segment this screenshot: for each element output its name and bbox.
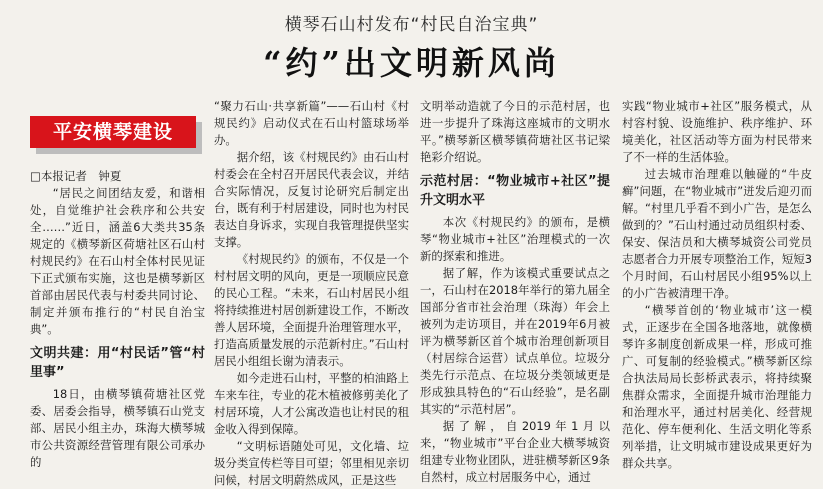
kicker: 横琴石山村发布“村民自治宝典” <box>284 15 539 35</box>
paragraph: 《村规民约》的颁布，不仅是一个村村居文明的风向，更是一项顺应民意的民心工程。“未来，石山村居民小组将持续推进村居创新建设工作，不断改善人居环境，全面提升治理管理水平，打造高质量发展的示范新村庄。”石山村居民小组组长谢为清表示。 <box>214 252 409 368</box>
paragraph: 如今走进石山村，平整的柏油路上车来车往，专业的花木植被修剪美化了村居环境，人才公寓改造也让村民的租金收入得到保障。 <box>214 371 409 436</box>
column-2 <box>214 98 409 487</box>
paragraph: 文明举动造就了今日的示范村居，也进一步提升了珠海这座城市的文明水平。”横琴新区横琴镇荷塘社区书记梁艳彩介绍说。 <box>420 99 610 164</box>
paragraph: “聚力石山·共享新篇”——石山村《村规民约》启动仪式在石山村篮球场举办。 <box>214 99 409 147</box>
section-heading: 文明共建：用“村民话”管“村里事” <box>30 346 205 380</box>
section-heading: 示范村居：“物业城市+社区”提升文明水平 <box>420 174 610 208</box>
paragraph: “居民之间团结友爱，和谐相处，自觉维护社会秩序和公共安全……”近日，涵盖6大类共35条规定的《横琴新区荷塘社区石山村村规民约》在石山村全体村民见证下正式颁布实施，这也是横琴新区首部由居民代表与村委共同讨论、制定并颁布推行的“村民自治宝典”。 <box>30 186 205 336</box>
paragraph: 过去城市治理难以触碰的“牛皮癣”问题，在“物业城市”迸发后迎刃而解。“村里几乎看不到小广告，是怎么做到的？”石山村通过动员组织村委、保安、保洁员和大横琴城资公司党员志愿者合力开展专项整治工作，短短3个月时间，石山村居民小组95%以上的小广告被清理干净。 <box>622 167 812 300</box>
paragraph: “文明标语随处可见，文化墙、垃圾分类宣传栏等目可望；邻里相见亲切问候，村居文明蔚然成风，正是这些 <box>214 439 409 487</box>
paragraph: 18日，由横琴镇荷塘社区党委、居委会指导，横琴镇石山党支部、居民小组主办，珠海大横琴城市公共资源经营管理有限公司承办的 <box>30 387 205 469</box>
paragraph: 据了解，作为该模式重要试点之一，石山村在2018年举行的第九届全国部分省市社会治理（珠海）年会上被列为走访项目，并在2019年6月被评为横琴新区首个城市治理创新项目（村居综合运营）试点单位。垃圾分类先行示范点、在垃圾分类领域更是形成独具特色的“石山经验”，是名副其实的“示范村居”。 <box>420 266 610 416</box>
paragraph: 据介绍，该《村规民约》由石山村村委会在全村召开居民代表会议，并结合实际情况，反复讨论研究后制定出台，既有利于村居建设，同时也为村民表达自身诉求，实现自我管理提供坚实支撑。 <box>214 150 409 249</box>
banner-label: 平安横琴建设 <box>30 116 196 148</box>
paragraph: 本次《村规民约》的颁布，是横琴“物业城市+社区”治理模式的一次新的探索和推进。 <box>420 215 610 263</box>
headline: “约”出文明新风尚 <box>263 44 560 82</box>
column-1 <box>30 98 205 469</box>
byline: □本报记者 钟夏 <box>30 169 122 183</box>
paragraph: 据了解，自2019年1月以来，“物业城市”平台企业大横琴城资组建专业物业团队，进驻横琴新区9条自然村，成立村居服务中心，通过 <box>420 419 610 484</box>
paragraph: 实践“物业城市+社区”服务模式，从村容村貌、设施维护、秩序维护、环境美化，社区活动等方面为村民带来了不一样的生活体验。 <box>622 99 812 164</box>
paragraph: “横琴首创的‘物业城市’这一模式，正逐步在全国各地落地，就像横琴许多制度创新成果一样，形成可推广、可复制的经验模式。”横琴新区综合执法局局长彭桥武表示，将持续聚焦群众需求，全面提升城市治理能力和治理水平，通过村居美化、经营规范化、停车便利化、生活文明化等系列举措，让文明城市建设成果更好为群众共享。 <box>622 303 812 470</box>
column-4 <box>622 98 812 470</box>
section-banner <box>30 116 202 154</box>
column-3 <box>420 98 610 484</box>
